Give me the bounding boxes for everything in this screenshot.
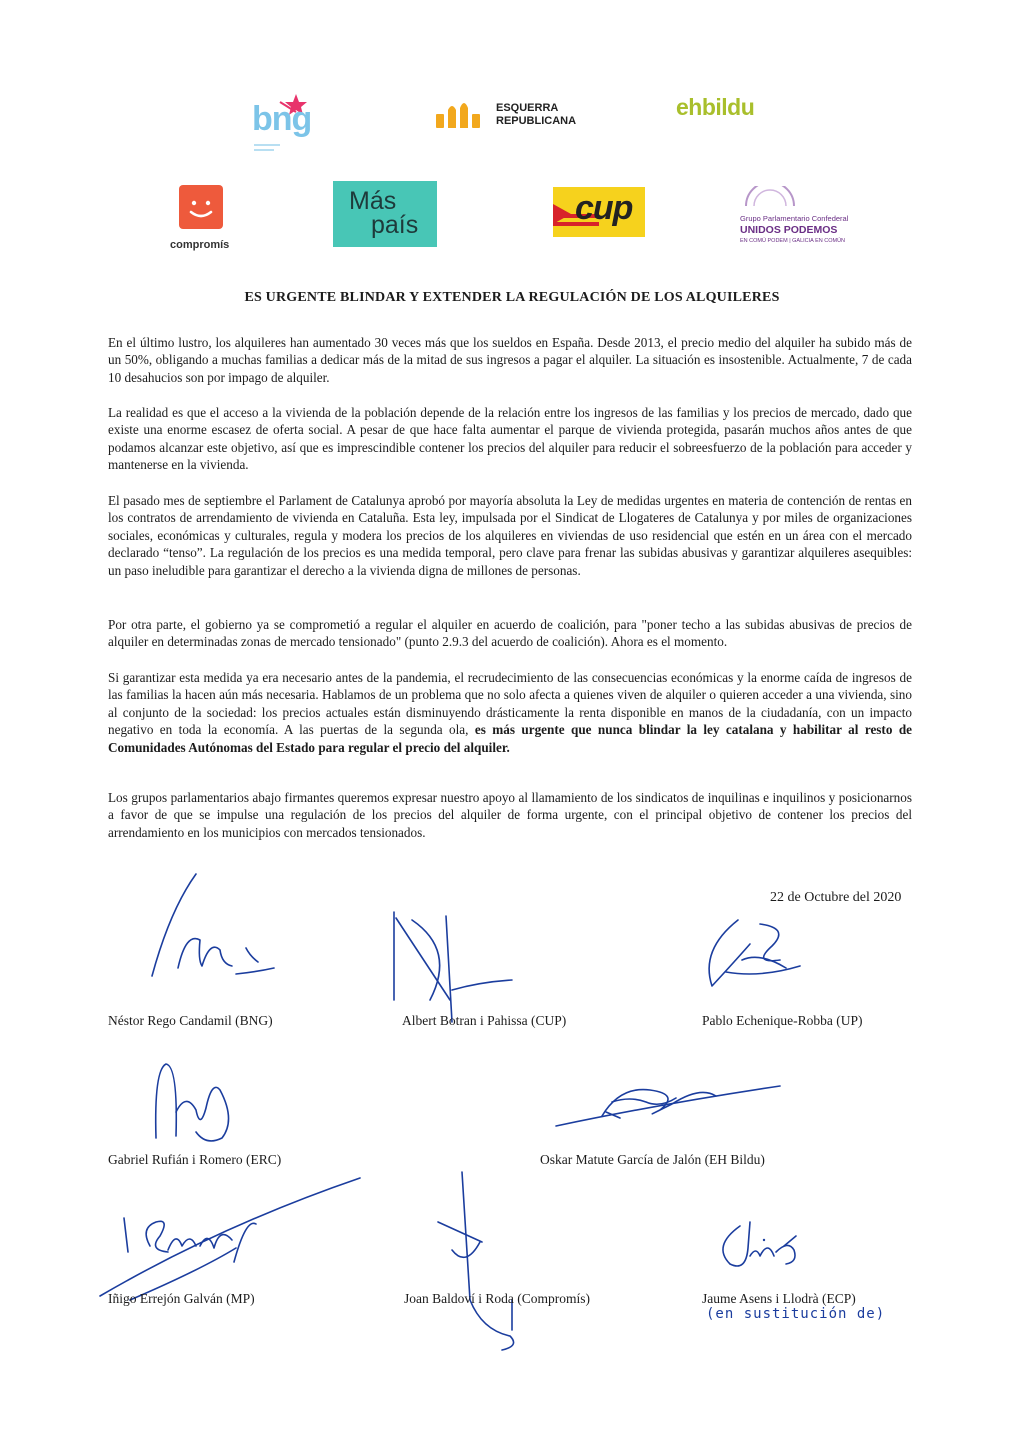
ehbildu-logo: ehbildu: [676, 94, 755, 120]
paragraph-5-bold: es más urgente que nunca blindar la ley catalana y habilitar al resto de Comunidades Autónomas del Estado para regular el precio del alquiler.: [108, 722, 913, 755]
signature-nestor: [152, 874, 274, 976]
signatory-name-asens: Jaume Asens i Llodrà (ECP): [702, 1291, 856, 1306]
signatory-name-baldovi: Joan Baldoví i Roda (Compromís): [404, 1291, 590, 1306]
erc-stripes-icon: [432, 98, 484, 130]
compromis-smile-icon: [179, 185, 223, 229]
compromis-logo: [170, 185, 240, 255]
signature-matute: [556, 1086, 780, 1126]
up-line3: EN COMÚ PODEM | GALICIA EN COMÚN: [740, 238, 846, 244]
paragraph-1: En el último lustro, los alquileres han aumentado 30 veces más que los sueldos en España. Desde 2013, el precio medio del alquiler ha subido más de un 50%, obligando a muchas familias a dedicar más de la mitad de sus ingresos a pagar el alquiler. La situación es insostenible. Actualmente, 7 de cada 10 desahucios son por impago de alquiler.: [108, 335, 912, 385]
signature-rufian: [156, 1064, 229, 1141]
paragraph-4: Por otra parte, el gobierno ya se comprometió a regular el alquiler en acuerdo de coalición, para "poner techo a las subidas abusivas de precios de alquiler en determinadas zonas de mercado tensionado" (punto 2.9.3 del acuerdo de coalición). Ahora es el momento.: [108, 617, 912, 650]
paragraph-5-text: Si garantizar esta medida ya era necesario antes de la pandemia, el recrudecimiento de las consecuencias económicas y la enorme caída de ingresos de las familias la hacen aún más necesaria. Hablamos de un problema que no solo afecta a quienes viven de alquiler o quieren acceder a una vivienda, sino al conjunto de la sociedad: los precios actuales están disminuyendo drásticamente la renta disponible en manos de la ciudadanía, con un impacto negativo en toda la economía. A las puertas de la segunda ola,: [108, 670, 912, 738]
document-title: ES URGENTE BLINDAR Y EXTENDER LA REGULACIÓN DE LOS ALQUILERES: [244, 290, 780, 305]
bng-logo: [250, 90, 326, 156]
handwritten-note: (en sustitución de): [706, 1306, 886, 1322]
document-date: 22 de Octubre del 2020: [770, 890, 902, 905]
bng-wordmark: bng: [252, 100, 312, 138]
maspais-logo: [333, 181, 437, 247]
paragraph-2: La realidad es que el acceso a la vivienda de la población depende de la relación entre los ingresos de las familias y los precios de mercado, dado que existe una enorme escasez de oferta social. A pesar de que hace falta aumentar el parque de vivienda protegida, pasarán muchos años antes de que podamos alcanzar este objetivo, así que es imprescindible contener los precios del alquiler para reducir el sobreesfuerzo de la población para acceder y mantenerse en la vivienda.: [108, 405, 912, 473]
signature-baldovi: [438, 1172, 514, 1350]
maspais-line2: país: [371, 211, 419, 239]
erc-logo: [432, 98, 592, 134]
unidos-podemos-logo: [738, 186, 868, 252]
maspais-line1: Más: [349, 187, 397, 215]
signature-asens: [723, 1222, 796, 1266]
signature-errejon: [100, 1178, 360, 1300]
up-line2: UNIDOS PODEMOS: [740, 224, 838, 236]
compromis-wordmark: compromís: [170, 239, 230, 251]
signature-echenique: [709, 920, 800, 986]
paragraph-5: [108, 669, 912, 756]
signatory-name-rufian: Gabriel Rufián i Romero (ERC): [108, 1152, 282, 1167]
cup-wordmark: cup: [575, 189, 633, 227]
signature-botran: [394, 912, 512, 1022]
paragraph-6: Los grupos parlamentarios abajo firmantes queremos expresar nuestro apoyo al llamamiento de los sindicatos de inquilinas e inquilinos y posicionarnos a favor de que se impulse una regulación de los precios del alquiler de forma urgente, con el principal objetivo de contener los precios del arrendamiento en los municipios con mercados tensionados.: [108, 790, 912, 840]
signatory-name-rego: Néstor Rego Candamil (BNG): [108, 1013, 273, 1028]
erc-line1: ESQUERRA: [496, 102, 559, 114]
paragraph-3: El pasado mes de septiembre el Parlament de Catalunya aprobó por mayoría absoluta la Ley de medidas urgentes en materia de contención de rentas en los contratos de arrendamiento de vivienda en Cataluña. Esta ley, impulsada por el Sindicat de Llogateres de Catalunya y por miles de organizaciones sociales, económicas y culturales, regula y modera los precios de los alquileres en viviendas de uso residencial que estén en un área con el mercado declarado “tenso”. La regulación de los precios es una medida temporal, pero clave para frenar las subidas abusivas y garantizar alquileres asequibles: un paso ineludible para garantizar el derecho a la vivienda digna de millones de personas.: [108, 493, 912, 578]
signatory-name-echenique: Pablo Echenique-Robba (UP): [702, 1013, 863, 1028]
signatory-name-matute: Oskar Matute García de Jalón (EH Bildu): [540, 1152, 765, 1167]
podemos-circle-icon: [740, 186, 800, 206]
up-line1: Grupo Parlamentario Confederal: [740, 214, 849, 223]
cup-logo: [553, 187, 645, 237]
erc-line2: REPUBLICANA: [496, 115, 577, 127]
signatory-name-errejon: Iñigo Errejón Galván (MP): [108, 1291, 255, 1306]
signatory-name-botran: Albert Botran i Pahissa (CUP): [402, 1013, 567, 1028]
